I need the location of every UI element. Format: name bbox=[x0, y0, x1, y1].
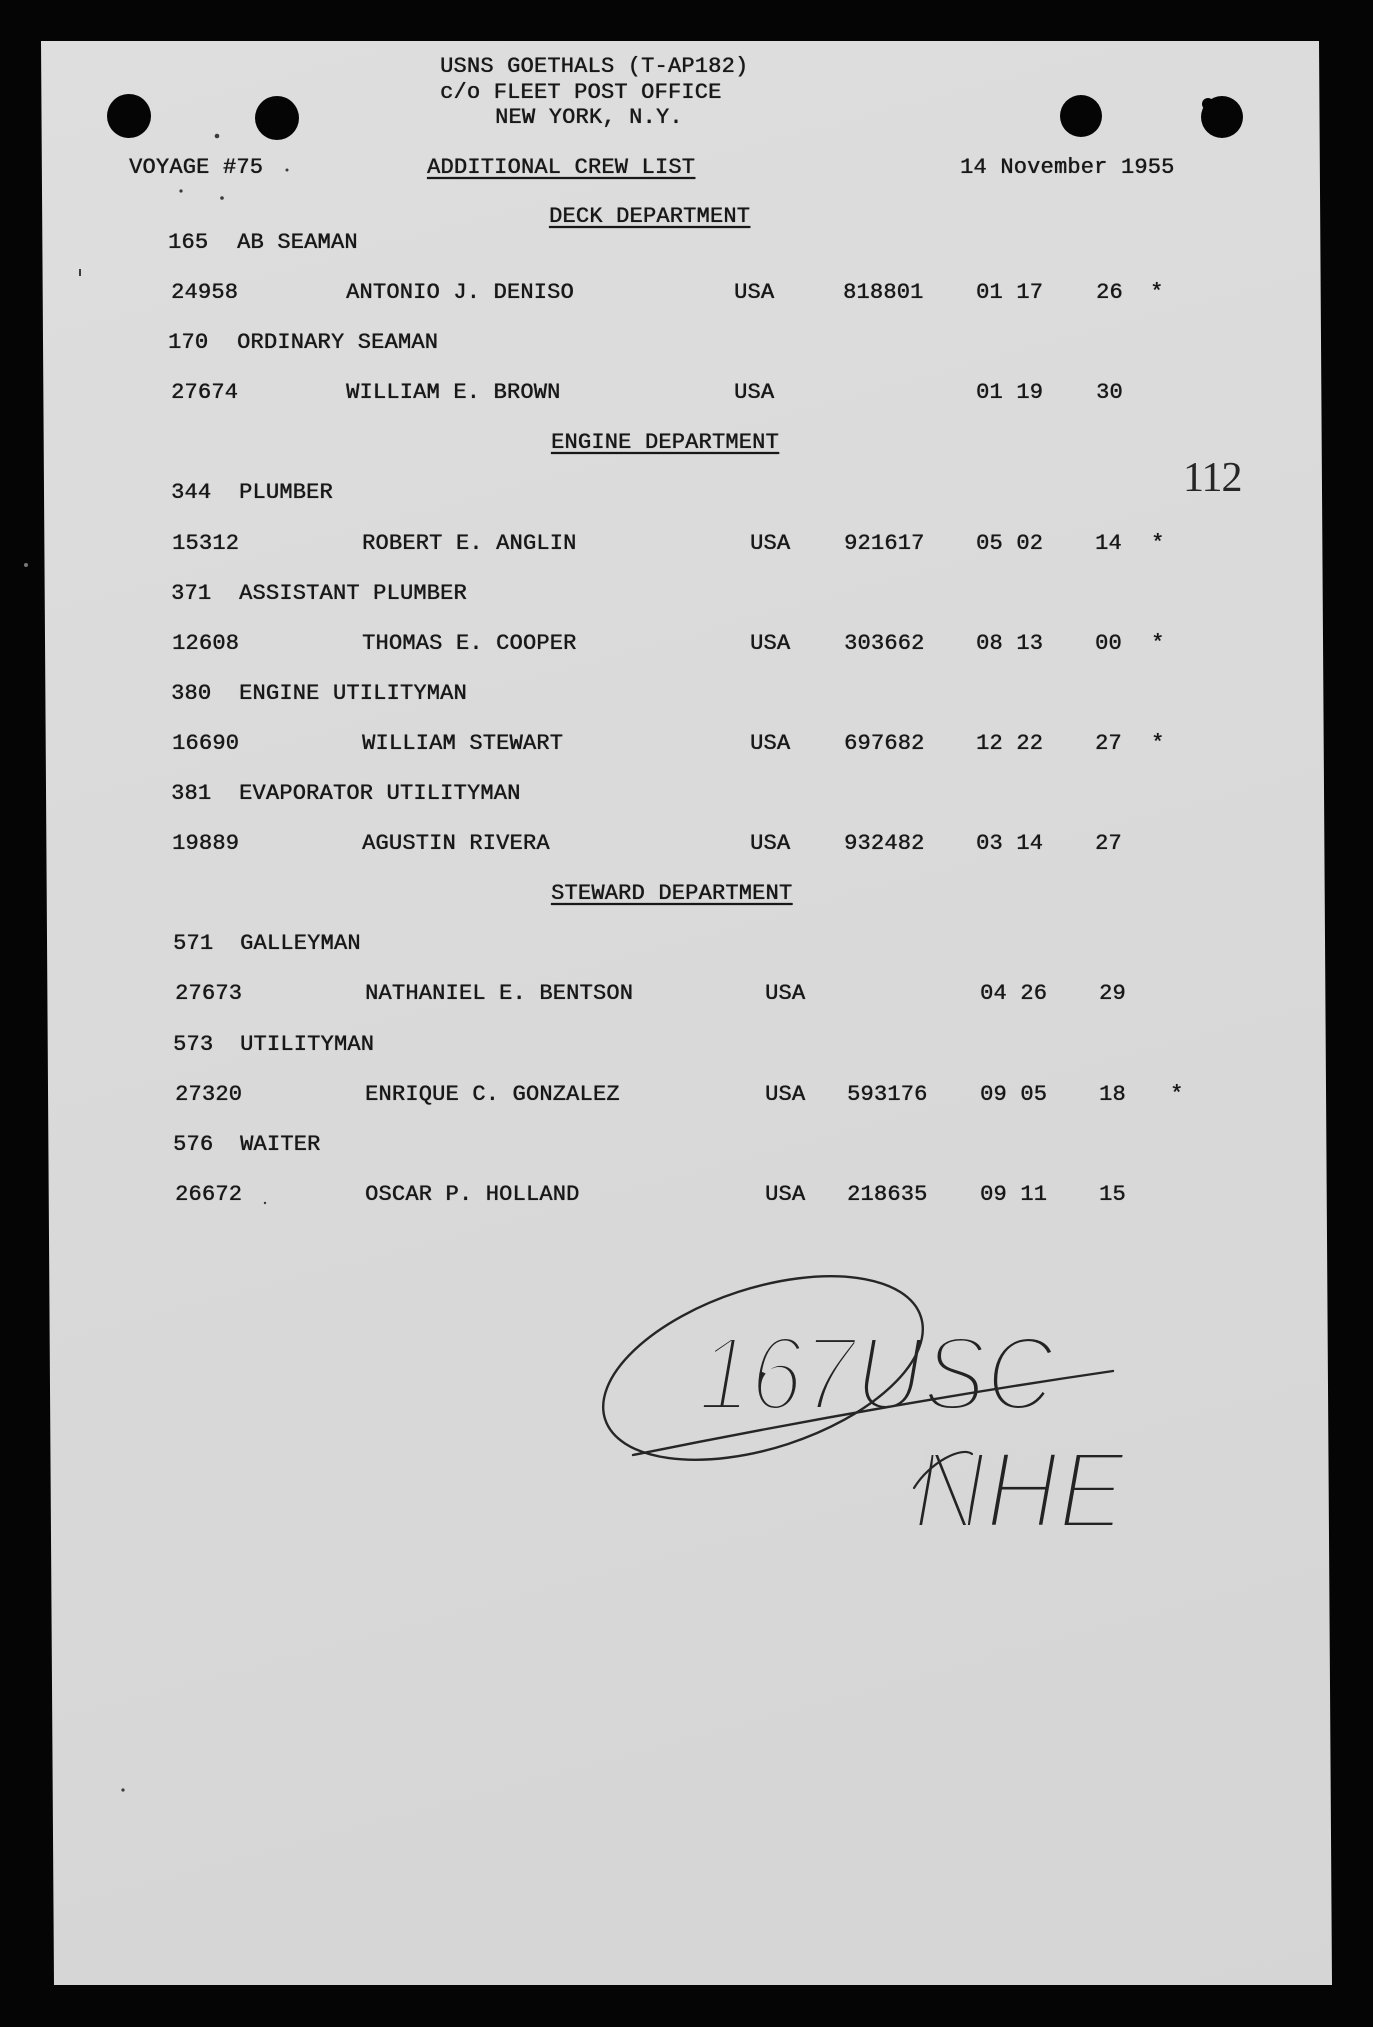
crew-name: ENRIQUE C. GONZALEZ bbox=[365, 1082, 620, 1107]
citizenship: USA bbox=[750, 831, 791, 856]
year-column: 27 bbox=[1095, 731, 1122, 756]
rating-title: PLUMBER bbox=[239, 480, 333, 505]
citizenship: USA bbox=[734, 280, 775, 305]
crew-number: 12608 bbox=[172, 631, 240, 656]
crew-number: 24958 bbox=[171, 280, 239, 305]
year-column: 18 bbox=[1099, 1082, 1126, 1107]
rating-line bbox=[0, 919, 1373, 969]
rating-code: 165 bbox=[168, 230, 209, 255]
id-number: 921617 bbox=[844, 531, 925, 556]
crew-member-line bbox=[0, 619, 1373, 669]
citizenship: USA bbox=[734, 380, 775, 405]
crew-member-line bbox=[0, 819, 1373, 869]
section-title: STEWARD DEPARTMENT bbox=[551, 881, 793, 906]
section-heading-line bbox=[0, 418, 1373, 468]
rating-title: ASSISTANT PLUMBER bbox=[239, 581, 467, 606]
date-column: 01 17 bbox=[976, 280, 1044, 305]
date-column: 01 19 bbox=[976, 380, 1044, 405]
id-number: 818801 bbox=[843, 280, 924, 305]
date-column: 09 11 bbox=[980, 1182, 1048, 1207]
crew-name: ROBERT E. ANGLIN bbox=[362, 531, 577, 556]
crew-member-line bbox=[0, 368, 1373, 418]
rating-title: GALLEYMAN bbox=[240, 931, 361, 956]
year-column: 00 bbox=[1095, 631, 1122, 656]
crew-name: OSCAR P. HOLLAND bbox=[365, 1182, 580, 1207]
annotation-text: 167USC bbox=[698, 1315, 1056, 1433]
date-column: 03 14 bbox=[976, 831, 1044, 856]
page-number: 112 bbox=[1183, 455, 1242, 501]
citizenship: USA bbox=[765, 1082, 806, 1107]
year-column: 26 bbox=[1096, 280, 1123, 305]
asterisk-mark: * bbox=[1151, 531, 1165, 556]
crew-name: WILLIAM STEWART bbox=[362, 731, 564, 756]
rating-code: 170 bbox=[168, 330, 209, 355]
asterisk-mark: * bbox=[1151, 631, 1165, 656]
date-column: 04 26 bbox=[980, 981, 1048, 1006]
id-number: 932482 bbox=[844, 831, 925, 856]
address-line-1: c/o FLEET POST OFFICE bbox=[440, 80, 722, 105]
document-title: ADDITIONAL CREW LIST bbox=[427, 155, 696, 180]
section-heading-line bbox=[0, 869, 1373, 919]
crew-number: 27673 bbox=[175, 981, 243, 1006]
asterisk-mark: * bbox=[1150, 280, 1164, 305]
citizenship: USA bbox=[750, 731, 791, 756]
year-column: 15 bbox=[1099, 1182, 1126, 1207]
rating-code: 371 bbox=[171, 581, 212, 606]
citizenship: USA bbox=[765, 981, 806, 1006]
date-column: 08 13 bbox=[976, 631, 1044, 656]
crew-member-line bbox=[0, 519, 1373, 569]
citizenship: USA bbox=[750, 631, 791, 656]
id-number: 218635 bbox=[847, 1182, 928, 1207]
id-number: 593176 bbox=[847, 1082, 928, 1107]
rating-title: ORDINARY SEAMAN bbox=[237, 330, 439, 355]
initials-text: NHE bbox=[913, 1429, 1127, 1552]
year-column: 29 bbox=[1099, 981, 1126, 1006]
voyage-number: VOYAGE #75 bbox=[129, 155, 264, 180]
crew-member-line bbox=[0, 268, 1373, 318]
crew-member-line bbox=[0, 969, 1373, 1019]
rating-title: ENGINE UTILITYMAN bbox=[239, 681, 467, 706]
asterisk-mark: * bbox=[1151, 731, 1165, 756]
year-column: 30 bbox=[1096, 380, 1123, 405]
address-line-2: NEW YORK, N.Y. bbox=[495, 105, 683, 130]
ship-name: USNS GOETHALS (T-AP182) bbox=[440, 54, 749, 79]
crew-name: WILLIAM E. BROWN bbox=[346, 380, 561, 405]
id-number: 697682 bbox=[844, 731, 925, 756]
section-title: DECK DEPARTMENT bbox=[549, 204, 751, 229]
year-column: 27 bbox=[1095, 831, 1122, 856]
crew-number: 19889 bbox=[172, 831, 240, 856]
crew-name: NATHANIEL E. BENTSON bbox=[365, 981, 634, 1006]
title-line bbox=[0, 143, 1373, 193]
crew-number: 15312 bbox=[172, 531, 240, 556]
rating-line bbox=[0, 318, 1373, 368]
rating-code: 381 bbox=[171, 781, 212, 806]
id-number: 303662 bbox=[844, 631, 925, 656]
crew-name: THOMAS E. COOPER bbox=[362, 631, 577, 656]
asterisk-mark: * bbox=[1170, 1082, 1184, 1107]
crew-name: AGUSTIN RIVERA bbox=[362, 831, 550, 856]
date-column: 09 05 bbox=[980, 1082, 1048, 1107]
rating-line bbox=[0, 1020, 1373, 1070]
rating-code: 380 bbox=[171, 681, 212, 706]
crew-member-line bbox=[0, 1070, 1373, 1120]
date-column: 05 02 bbox=[976, 531, 1044, 556]
rating-line bbox=[0, 468, 1373, 518]
rating-code: 576 bbox=[173, 1132, 214, 1157]
rating-line bbox=[0, 1120, 1373, 1170]
crew-number: 16690 bbox=[172, 731, 240, 756]
date-column: 12 22 bbox=[976, 731, 1044, 756]
rating-line bbox=[0, 218, 1373, 268]
rating-line bbox=[0, 669, 1373, 719]
citizenship: USA bbox=[765, 1182, 806, 1207]
rating-title: UTILITYMAN bbox=[240, 1032, 375, 1057]
rating-code: 573 bbox=[173, 1032, 214, 1057]
rating-code: 571 bbox=[173, 931, 214, 956]
rating-title: AB SEAMAN bbox=[237, 230, 358, 255]
rating-title: WAITER bbox=[240, 1132, 321, 1157]
rating-code: 344 bbox=[171, 480, 212, 505]
crew-number: 27674 bbox=[171, 380, 239, 405]
crew-member-line bbox=[0, 1170, 1373, 1220]
crew-number: 26672 bbox=[175, 1182, 243, 1207]
section-title: ENGINE DEPARTMENT bbox=[551, 430, 779, 455]
crew-number: 27320 bbox=[175, 1082, 243, 1107]
citizenship: USA bbox=[750, 531, 791, 556]
rating-line bbox=[0, 769, 1373, 819]
year-column: 14 bbox=[1095, 531, 1122, 556]
document-date: 14 November 1955 bbox=[960, 155, 1175, 180]
crew-name: ANTONIO J. DENISO bbox=[346, 280, 574, 305]
rating-line bbox=[0, 569, 1373, 619]
crew-member-line bbox=[0, 719, 1373, 769]
rating-title: EVAPORATOR UTILITYMAN bbox=[239, 781, 521, 806]
